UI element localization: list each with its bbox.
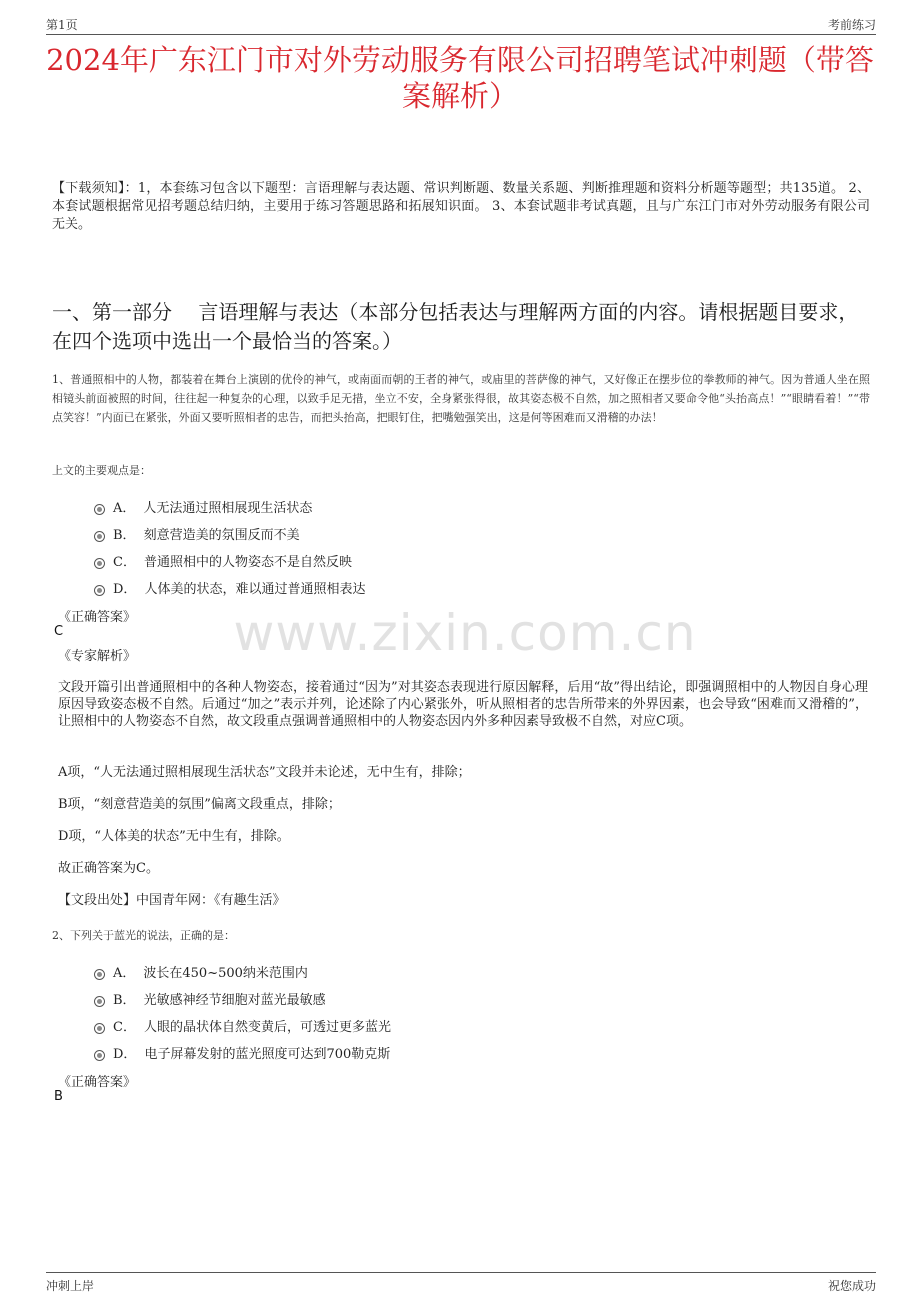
footer-right: 祝您成功 bbox=[827, 1279, 876, 1293]
radio-icon[interactable] bbox=[94, 996, 105, 1007]
option-text: 人体美的状态，难以通过普通照相表达 bbox=[144, 581, 366, 597]
q1-answer: C bbox=[54, 624, 64, 639]
q2-option-d[interactable] bbox=[94, 1042, 390, 1062]
q2-option-a[interactable] bbox=[94, 961, 308, 981]
option-letter: C． bbox=[113, 1019, 136, 1035]
q2-option-c[interactable] bbox=[94, 1015, 391, 1035]
option-letter: A． bbox=[113, 965, 136, 981]
q1-option-b[interactable] bbox=[94, 523, 300, 543]
radio-icon[interactable] bbox=[94, 585, 105, 596]
q1-analysis-paragraph: 故正确答案为C。 bbox=[58, 861, 159, 876]
radio-icon[interactable] bbox=[94, 1023, 105, 1034]
q1-source: 【文段出处】中国青年网：《有趣生活》 bbox=[58, 893, 286, 908]
q1-answer-label: 《正确答案》 bbox=[58, 610, 137, 625]
watermark: www.zixin.com.cn bbox=[233, 604, 697, 662]
option-letter: C． bbox=[113, 554, 136, 570]
option-letter: A． bbox=[113, 500, 136, 516]
q1-option-a[interactable] bbox=[94, 496, 312, 516]
page-footer bbox=[46, 1272, 876, 1295]
option-letter: D． bbox=[113, 581, 137, 597]
question-1-stem: 1、普通照相中的人物，都装着在舞台上演剧的优伶的神气，或南面而朝的王者的神气，或庙里的菩萨像的神气，又好像正在摆步位的拳教师的神气。因为普通人坐在照相镜头前面被照的时间，往往起一种复杂的心理，以致手足无措，坐立不安，全身紧张得很，故其姿态极不自然，加之照相者又要命令他“头抬高点！”“眼睛看着！”“带点笑容！”内面已在紧张，外面又要听照相者的忠告，而把头抬高，把眼钉住，把嘴勉强笑出，这是何等困难而又滑稽的办法！ bbox=[52, 373, 870, 424]
option-text: 电子屏幕发射的蓝光照度可达到700勒克斯 bbox=[144, 1046, 391, 1062]
option-text: 普通照相中的人物姿态不是自然反映 bbox=[143, 554, 352, 570]
radio-icon[interactable] bbox=[94, 558, 105, 569]
option-letter: B． bbox=[113, 992, 136, 1008]
document-title: 2024年广东江门市对外劳动服务有限公司招聘笔试冲刺题（带答案解析） bbox=[46, 43, 874, 113]
option-text: 刻意营造美的氛围反而不美 bbox=[143, 527, 300, 543]
radio-icon[interactable] bbox=[94, 1050, 105, 1061]
question-1-prompt: 上文的主要观点是： bbox=[52, 464, 151, 477]
q1-analysis-paragraph: B项，“刻意营造美的氛围”偏离文段重点，排除； bbox=[58, 797, 341, 812]
q2-answer: B bbox=[54, 1089, 63, 1104]
option-text: 光敏感神经节细胞对蓝光最敏感 bbox=[143, 992, 326, 1008]
q1-analysis-paragraph: A项，“人无法通过照相展现生活状态”文段并未论述，无中生有，排除； bbox=[58, 765, 471, 780]
question-2-stem: 2、下列关于蓝光的说法，正确的是： bbox=[52, 929, 235, 942]
radio-icon[interactable] bbox=[94, 504, 105, 515]
option-letter: B． bbox=[113, 527, 136, 543]
q1-analysis-paragraph: 文段开篇引出普通照相中的各种人物姿态，接着通过“因为”对其姿态表现进行原因解释，后用“故”得出结论，即强调照相中的人物因自身心理原因导致姿态极不自然。后通过“加之”表示并列，论述除了内心紧张外，听从照相者的忠告所带来的外界因素，也会导致“困难而又滑稽的”，让照相中的人物姿态不自然，故文段重点强调普通照相中的人物姿态因内外多种因素导致极不自然，对应C项。 bbox=[58, 680, 868, 729]
q1-option-c[interactable] bbox=[94, 550, 352, 570]
footer-left: 冲刺上岸 bbox=[46, 1279, 95, 1293]
option-letter: D． bbox=[113, 1046, 137, 1062]
page-number: 第1页 bbox=[46, 18, 78, 32]
q1-analysis-paragraph: D项，“人体美的状态”无中生有，排除。 bbox=[58, 829, 290, 844]
download-notice: 【下载须知】：1，本套练习包含以下题型：言语理解与表达题、常识判断题、数量关系题、判断推理题和资料分析题等题型；共135道。 2、本套试题根据常见招考题总结归纳，主要用于练习答题思路和拓展知识面。 3、本套试题非考试真题，且与广东江门市对外劳动服务有限公司无关。 bbox=[52, 181, 870, 232]
option-text: 人眼的晶状体自然变黄后，可透过更多蓝光 bbox=[143, 1019, 391, 1035]
option-text: 人无法通过照相展现生活状态 bbox=[143, 500, 313, 516]
header-tag: 考前练习 bbox=[827, 18, 876, 32]
q1-option-d[interactable] bbox=[94, 577, 365, 597]
q1-analysis-label: 《专家解析》 bbox=[58, 649, 137, 664]
q2-option-b[interactable] bbox=[94, 988, 326, 1008]
radio-icon[interactable] bbox=[94, 969, 105, 980]
section-heading: 一、第一部分 言语理解与表达（本部分包括表达与理解两方面的内容。请根据题目要求，在四个选项中选出一个最恰当的答案。） bbox=[52, 300, 859, 353]
q2-answer-label: 《正确答案》 bbox=[58, 1075, 137, 1090]
option-text: 波长在450~500纳米范围内 bbox=[143, 965, 308, 981]
page-header bbox=[46, 12, 876, 35]
radio-icon[interactable] bbox=[94, 531, 105, 542]
